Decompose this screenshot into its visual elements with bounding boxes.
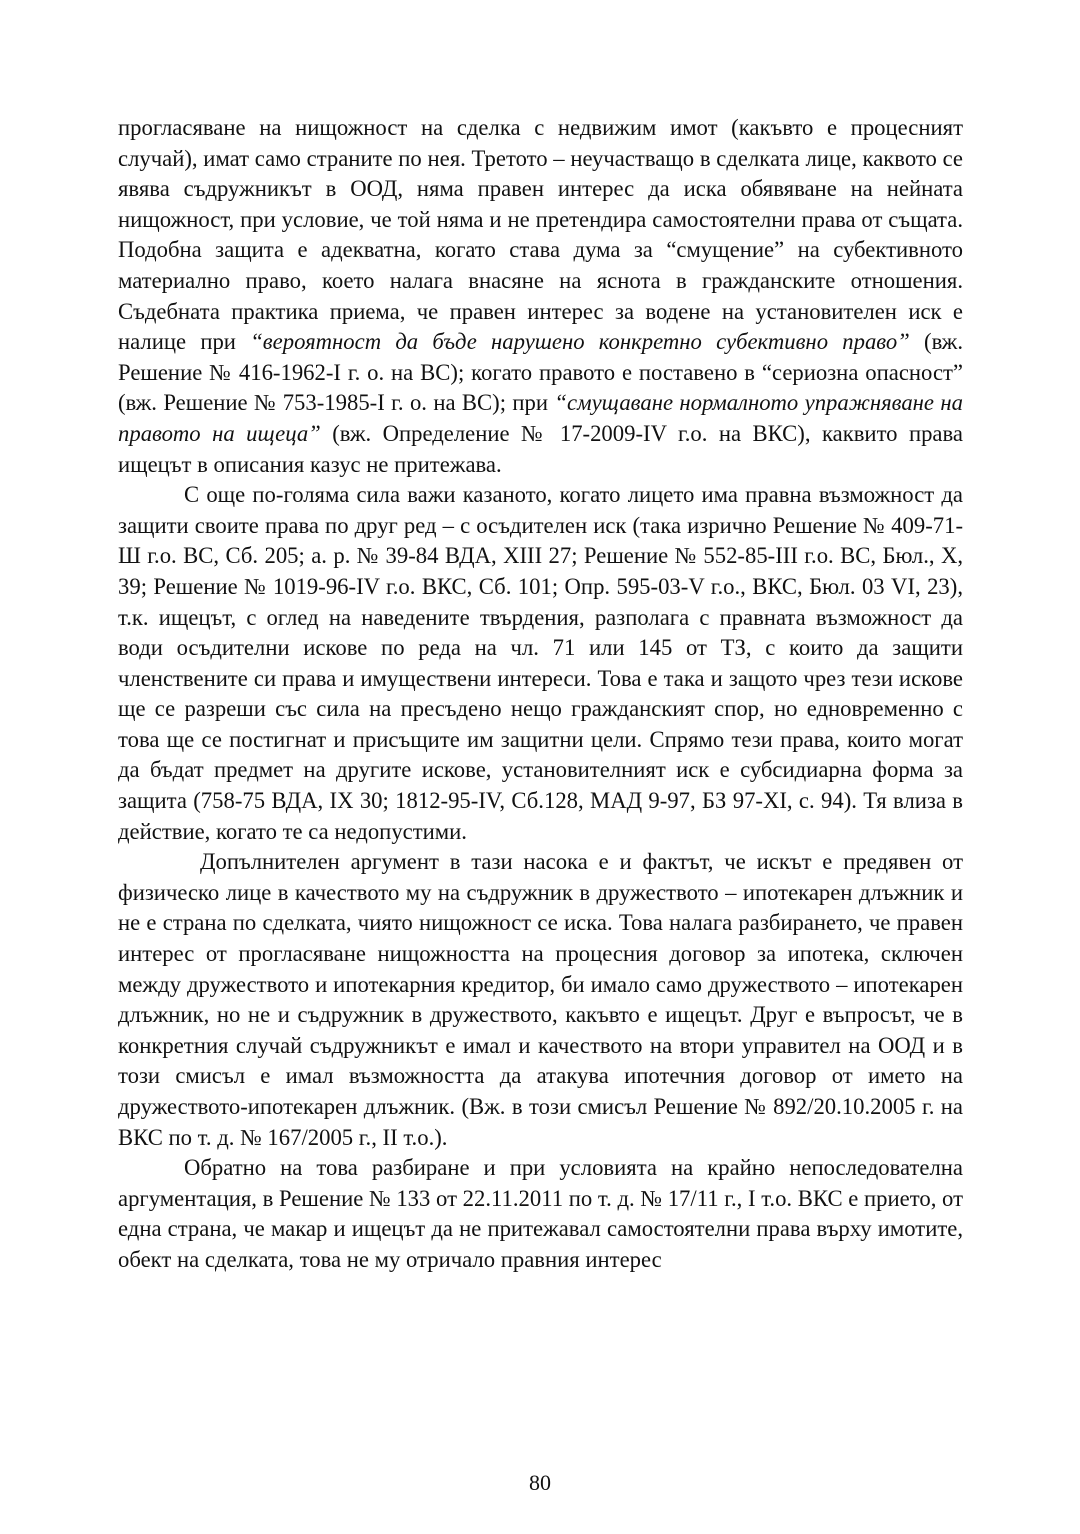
paragraph-3 — [118, 847, 963, 1153]
paragraph-2 — [118, 480, 963, 847]
paragraph-1-text-1: прогласяване на нищожност на сделка с недвижим имот (какъвто е процесният случай), имат само страните по нея. Третото – неучастващо в сделката лице, каквото се явява съдружникът в ООД, няма правен интерес да иска обявяване на нейната нищожност, при условие, че той няма и не претендира самостоятелни права от същата. Подобна защита е адекватна, когато става дума за “смущение” на субективното материално право, което налага внасяне на яснота в гражданските отношения. Съдебната практика приема, че правен интерес за водене на установителен иск е налице при — [118, 115, 963, 355]
document-body — [118, 113, 963, 1276]
paragraph-1-quote-1: “вероятност да бъде нарушено конкретно субективно право” — [250, 329, 910, 355]
paragraph-1-text-2: (вж. Решение № 416-1962-I г. о. на ВС); когато правото е поставено в “сериозна опасност” (вж. Решение № 753-1985-I г. о. на ВС); при — [118, 329, 964, 416]
page-number: 80 — [529, 1470, 551, 1495]
paragraph-4 — [118, 1153, 963, 1275]
paragraph-2-text: С още по-голяма сила важи казаното, когато лицето има правна възможност да защити своите права по друг ред – с осъдителен иск (така изрично Решение № 409-71-Ш г.о. ВС, Сб. 205; а. р. № 39-84 ВДА, XIII 27; Решение № 552-85-III г.о. ВС, Бюл., X, 39; Решение № 1019-96-IV г.о. ВКС, Сб. 101; Опр. 595-03-V г.о., ВКС, Бюл. 03 VI, 23), т.к. ищецът, с оглед на наведените твърдения, разполага с правната възможност да води осъдителни искове по реда на чл. 71 или 145 от ТЗ, с които да защити членствените си права и имуществени интереси. Това е така и защото чрез тези искове ще се разреши със сила на пресъдено нещо гражданският спор, но едновременно с това ще се постигнат и присъщите им защитни цели. Спрямо тези права, които могат да бъдат предмет на другите искове, установителният иск е субсидиарна форма за защита (758-75 ВДА, IX 30; 1812-95-IV, Сб.128, МАД 9-97, БЗ 97-XI, с. 94). Тя влиза в действие, когато те са недопустими. — [118, 482, 963, 844]
paragraph-1-text-3: (вж. Определение № 17-2009-IV г.о. на ВКС), каквито права ищецът в описания казус не притежава. — [118, 420, 963, 477]
paragraph-1 — [118, 113, 963, 480]
paragraph-4-text: Обратно на това разбиране и при условията на крайно непоследователна аргументация, в Решение № 133 от 22.11.2011 по т. д. № 17/11 г., I т.о. ВКС е прието, от една страна, че макар и ищецът да не притежавал самостоятелни права върху имотите, обект на сделката, това не му отричало правния интерес — [118, 1155, 963, 1272]
paragraph-1-quote-2: “смущаване нормалното упражняване на правото на ищеца” — [118, 390, 963, 446]
paragraph-3-text: Допълнителен аргумент в тази насока е и фактът, че искът е предявен от физическо лице в качеството му на съдружник в дружеството – ипотекарен длъжник и не е страна по сделката, чиято нищожност се иска. Това налага разбирането, че правен интерес от прогласяване нищожността на процесния договор за ипотека, сключен между дружеството и ипотекарния кредитор, би имало само дружеството – ипотекарен длъжник, но не и съдружник в дружеството, какъвто е ищецът. Друг е въпросът, че в конкретния случай съдружникът е имал и качеството на втори управител на ООД и в този смисъл е имал възможността да атакува ипотечния договор от името на дружеството-ипотекарен длъжник. (Вж. в този смисъл Решение № 892/20.10.2005 г. на ВКС по т. д. № 167/2005 г., II т.о.). — [118, 849, 963, 1150]
